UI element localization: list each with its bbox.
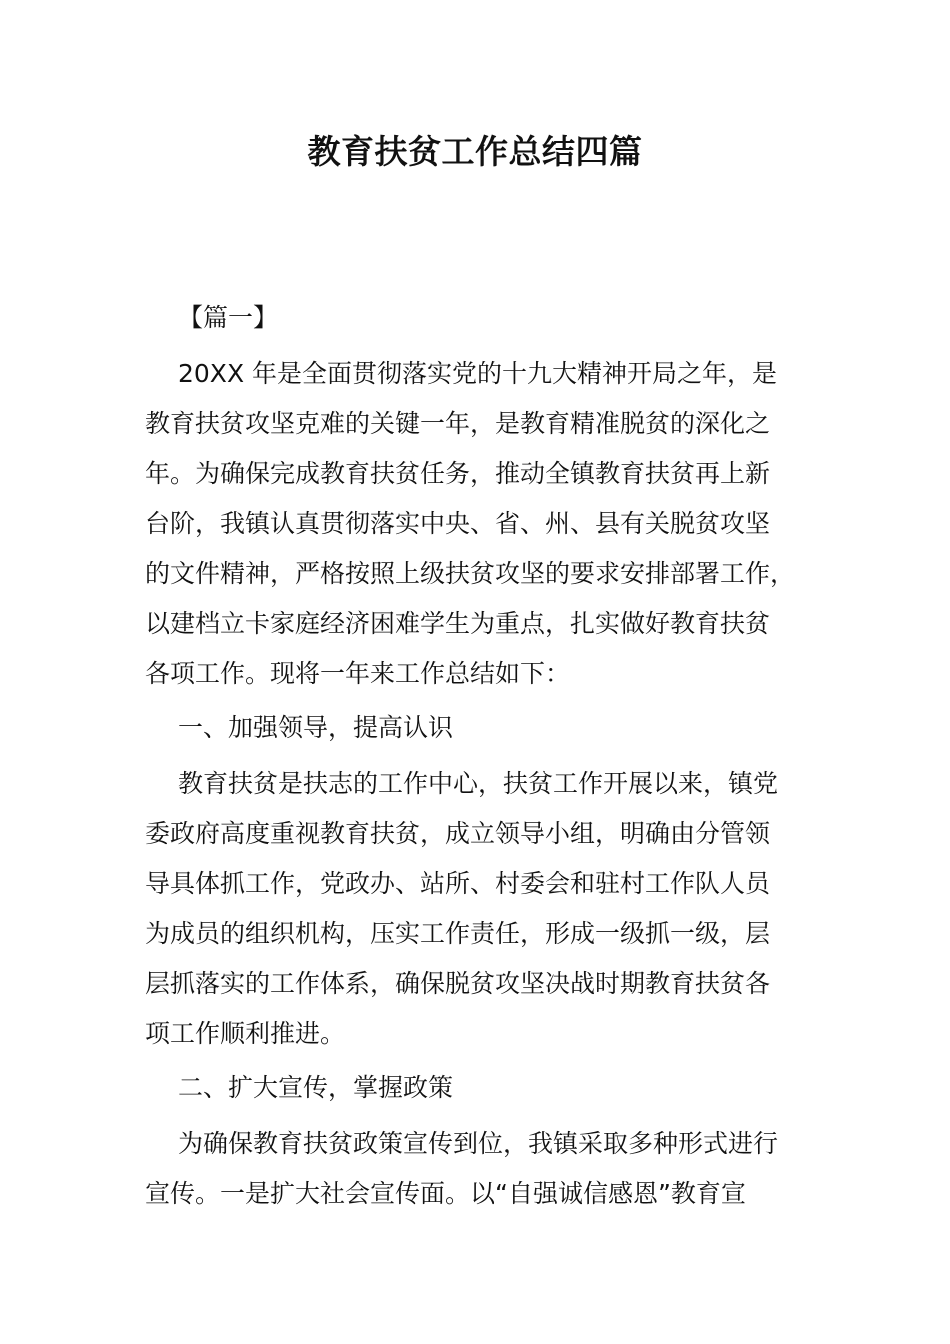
paragraph-line: 20XX 年是全面贯彻落实党的十九大精神开局之年，是 — [178, 359, 778, 388]
paragraph-line: 层抓落实的工作体系，确保脱贫攻坚决战时期教育扶贫各 — [145, 969, 771, 998]
document-title: 教育扶贫工作总结四篇 — [307, 132, 643, 171]
paragraph-line: 教育扶贫攻坚克难的关键一年，是教育精准脱贫的深化之 — [145, 409, 771, 438]
paragraph-line: 的文件精神，严格按照上级扶贫攻坚的要求安排部署工作， — [145, 559, 796, 588]
paragraph-line: 导具体抓工作，党政办、站所、村委会和驻村工作队人员 — [145, 869, 771, 898]
paragraph-line: 各项工作。现将一年来工作总结如下： — [145, 659, 571, 688]
paragraph-line: 教育扶贫是扶志的工作中心，扶贫工作开展以来，镇党 — [178, 769, 779, 798]
section-heading: 二、扩大宣传，掌握政策 — [178, 1073, 454, 1102]
paragraph-line: 以建档立卡家庭经济困难学生为重点，扎实做好教育扶贫 — [145, 609, 771, 638]
paragraph-line: 宣传。一是扩大社会宣传面。以“自强诚信感恩”教育宣 — [145, 1179, 746, 1208]
paragraph-line: 台阶，我镇认真贯彻落实中央、省、州、县有关脱贫攻坚 — [145, 509, 771, 538]
section-label: 【篇一】 — [178, 303, 279, 332]
paragraph-line: 委政府高度重视教育扶贫，成立领导小组，明确由分管领 — [145, 819, 771, 848]
paragraph-line: 年。为确保完成教育扶贫任务，推动全镇教育扶贫再上新 — [145, 459, 771, 488]
section-heading: 一、加强领导，提高认识 — [178, 713, 454, 742]
paragraph-line: 项工作顺利推进。 — [145, 1019, 346, 1048]
paragraph-line: 为成员的组织机构，压实工作责任，形成一级抓一级，层 — [145, 919, 771, 948]
paragraph-line: 为确保教育扶贫政策宣传到位，我镇采取多种形式进行 — [178, 1129, 779, 1158]
